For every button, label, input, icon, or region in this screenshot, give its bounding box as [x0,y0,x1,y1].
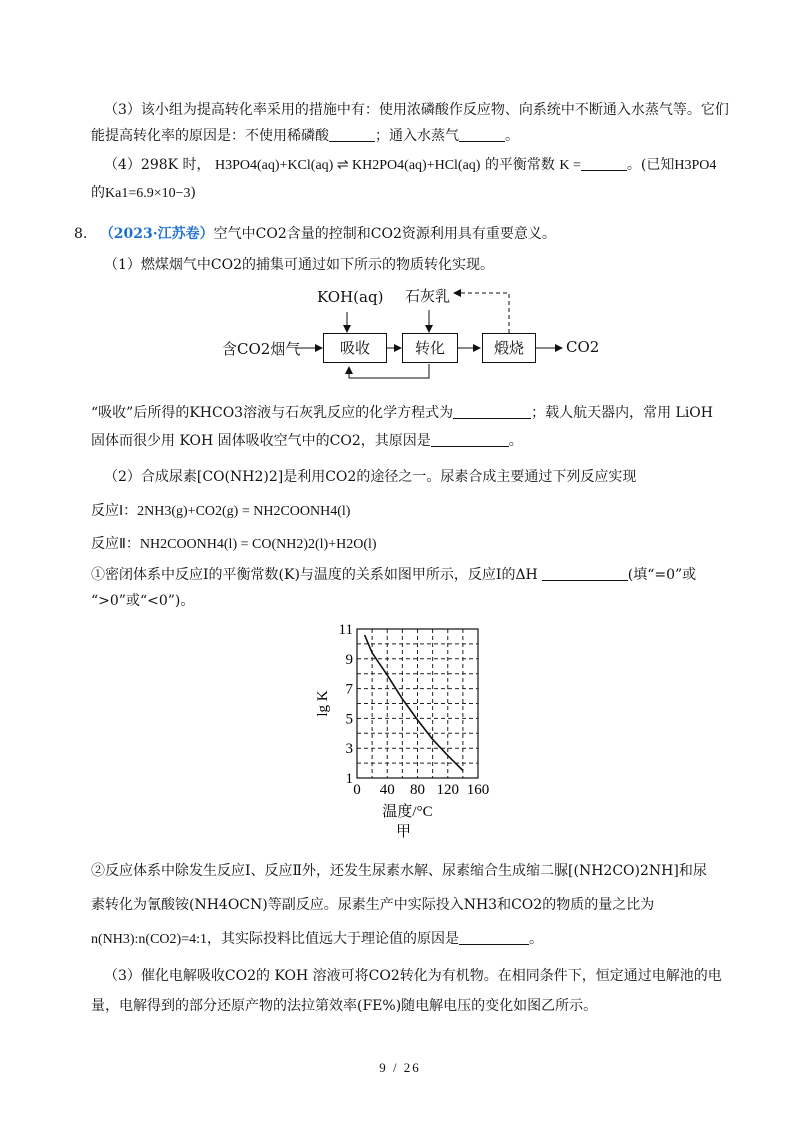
text: 。 [529,931,543,947]
y-tick-label: 3 [345,741,353,758]
subquestion-2-part2-line2: 素转化为氰酸铵(NH4OCN)等副反应。尿素生产中实际投入NH3和CO2的物质的量之比为 [91,897,655,913]
text: 。 [508,433,523,449]
paragraph-4-line2 [91,183,196,204]
paragraph-3-line1: （3）该小组为提高转化率采用的措施中有：使用浓磷酸作反应物、向系统中不断通入水蒸气等。它们 [104,102,729,118]
known-formula: H3PO4 [674,158,717,173]
answer-blank[interactable] [459,930,529,945]
ka-value: Ka1=6.9×10−3 [105,186,191,201]
question-text: 空气中CO2含量的控制和CO2资源利用具有重要意义。 [213,226,556,242]
paragraph-4-line1 [104,155,716,176]
subquestion-1-line2 [91,431,523,451]
k-symbol: K = [559,158,581,173]
text: ) [190,185,196,201]
chart-caption: 甲 [395,824,412,840]
output-label: CO2 [566,338,600,356]
subquestion-1-line1 [91,403,713,423]
subquestion-2-part2-line3 [91,929,543,950]
answer-blank[interactable] [542,566,628,581]
text: ；载人航天器内，常用 LiOH [531,405,713,421]
y-axis-label: lg K [315,690,331,717]
y-tick-label: 7 [345,681,353,698]
input-label: 含CO2烟气 [222,340,301,358]
question-source: （2023·江苏卷） [99,226,214,242]
arrow-return-loop [349,364,429,378]
subquestion-3-line1: （3）催化电解吸收CO2的 KOH 溶液可将CO2转化为有机物。在相同条件下，恒定通过电解池的电 [104,968,722,984]
subquestion-2-line1: （2）合成尿素[CO(NH2)2]是利用CO2的途径之一。尿素合成主要通过下列反应实现 [104,469,637,485]
page-number: 9 / 26 [379,1060,421,1075]
subquestion-1: （1）燃煤烟气中CO2的捕集可通过如下所示的物质转化实现。 [104,257,495,273]
text: （4）298K 时， [104,157,211,173]
question-number: 8. [74,226,88,242]
ratio-text: n(NH3):n(CO2)=4:1，其实际投料比值远大于理论值的原因是 [91,932,459,947]
x-tick-label: 40 [379,782,395,798]
question-8-header [74,224,556,244]
text: 的 [91,185,105,201]
paragraph-3-line2 [91,126,519,146]
y-tick-label: 9 [345,651,353,668]
arrow-dashed-recycle [454,293,509,333]
text: ；通入水蒸气 [375,128,459,144]
x-tick-label: 120 [436,782,459,798]
answer-blank[interactable] [453,404,531,419]
y-tick-label: 1 [345,771,353,787]
y-tick-label: 5 [345,711,353,728]
data-curve [365,635,463,771]
subquestion-3-line2: 量，电解得到的部分还原产物的法拉第效率(FE%)随电解电压的变化如图乙所示。 [91,998,598,1014]
reaction-2: 反应Ⅱ：NH2COONH4(l) = CO(NH2)2(l)+H2O(l) [91,537,377,552]
x-tick-label: 80 [410,782,425,798]
text: (填“=0”或 [627,567,697,583]
reaction-1: 反应Ⅰ：2NH3(g)+CO2(g) = NH2COONH4(l) [91,504,351,519]
text: ①密闭体系中反应Ⅰ的平衡常数(K)与温度的关系如图甲所示，反应Ⅰ的ΔH [91,567,538,583]
process-box-calcine: 煅烧 [482,333,536,363]
x-tick-label: 0 [353,782,361,798]
text: 能提高转化率的原因是：不使用稀磷酸 [91,128,329,144]
answer-blank[interactable] [459,127,505,142]
process-box-absorb: 吸收 [323,333,387,363]
text: 。(已知 [626,157,675,173]
x-axis-label: 温度/°C [382,804,433,820]
text: 固体而很少用 KOH 固体吸收空气中的CO2，其原因是 [91,433,431,449]
process-box-convert: 转化 [402,333,458,363]
text: 。 [505,128,519,144]
subquestion-2-part1-line1 [91,565,696,585]
y-tick-label: 11 [338,622,353,638]
answer-blank[interactable] [431,432,509,447]
plot-frame [357,629,478,778]
equilibrium-equation: H3PO4(aq)+KCl(aq) ⇌ KH2PO4(aq)+HCl(aq) [215,158,481,173]
text: “吸收”后所得的KHCO3溶液与石灰乳反应的化学方程式为 [91,405,454,421]
koh-label: KOH(aq) [317,288,384,306]
lime-label: 石灰乳 [405,287,451,305]
answer-blank[interactable] [329,127,375,142]
x-tick-label: 160 [466,782,490,798]
text: 的平衡常数 [484,157,555,173]
subquestion-2-part1-line2: “>0”或“<0”)。 [91,593,195,609]
subquestion-2-part2-line1: ②反应体系中除发生反应Ⅰ、反应Ⅱ外，还发生尿素水解、尿素缩合生成缩二脲[(NH2CO)2NH]和尿 [91,863,707,879]
answer-blank[interactable] [581,156,627,171]
